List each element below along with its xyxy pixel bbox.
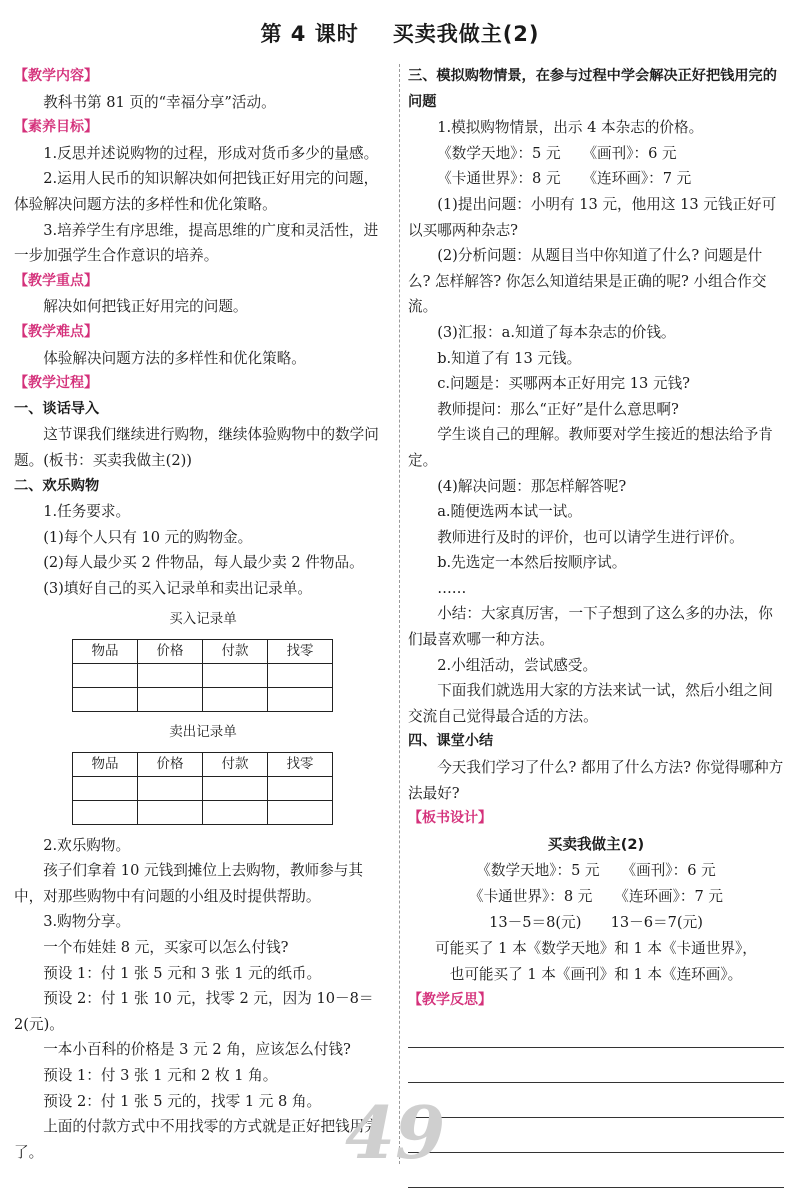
right-column: [408, 64, 784, 1188]
buy-record-table: [72, 639, 333, 712]
writing-line: [408, 1118, 784, 1153]
lesson-topic: 买卖我做主(2): [392, 22, 540, 46]
table-row: [73, 664, 333, 688]
table-header: 价格: [138, 752, 203, 776]
page-number: 49: [345, 1090, 446, 1175]
table-cell: [73, 664, 138, 688]
section-3-line: ……: [437, 579, 467, 597]
body-line: 预设 2：付 1 张 5 元的，找零 1 元 8 角。: [43, 1092, 322, 1110]
table-header: 物品: [73, 640, 138, 664]
board-line: 也可能买了 1 本《画刊》和 1 本《连环画》。: [449, 965, 743, 983]
board-line: 可能买了 1 本《数学天地》和 1 本《卡通世界》，: [435, 939, 757, 957]
table-header: 物品: [73, 752, 138, 776]
section-3-line: 2.小组活动，尝试感受。: [437, 656, 598, 674]
table-cell: [268, 664, 333, 688]
body-line: 一个布娃娃 8 元，买家可以怎么付钱?: [43, 939, 289, 957]
section-3-line: c.问题是：买哪两本正好用完 13 元钱?: [437, 375, 690, 393]
body-line: 上面的付款方式中不用找零的方式就是正好把钱用完了。: [14, 1118, 379, 1161]
body-line: 孩子们拿着 10 元钱到摊位上去购物，教师参与其中，对那些购物中有问题的小组及时提供帮助。: [14, 862, 363, 905]
body-line: 3.购物分享。: [43, 913, 131, 931]
section-2-title: 二、欢乐购物: [14, 477, 100, 494]
section-3-line: 学生谈自己的理解。教师要对学生接近的想法给予肯定。: [408, 426, 773, 469]
table-header-row: [73, 640, 333, 664]
table-header: 价格: [138, 640, 203, 664]
table-header: 找零: [268, 752, 333, 776]
body-line: 预设 2：付 1 张 10 元，找零 2 元，因为 10－8＝2(元)。: [14, 990, 374, 1033]
section-3-line: (3)汇报：a.知道了每本杂志的价钱。: [437, 323, 676, 341]
goal-item: 1.反思并述说购物的过程，形成对货币多少的量感。: [43, 144, 379, 162]
section-3-line: (1)提出问题：小明有 13 元，他用这 13 元钱正好可以买哪两种杂志?: [408, 195, 777, 239]
section-3-line: b.先选定一本然后按顺序试。: [437, 554, 627, 572]
table-row: [73, 800, 333, 824]
body-line: 一本小百科的价格是 3 元 2 角，应该怎么付钱?: [43, 1041, 351, 1059]
board-design: [408, 832, 784, 988]
goal-item: 3.培养学生有序思维，提高思维的广度和灵活性，进一步加强学生合作意识的培养。: [14, 221, 379, 265]
table-cell: [138, 688, 203, 712]
table-row: [73, 688, 333, 712]
table-header: 找零: [268, 640, 333, 664]
page-title: [0, 18, 800, 48]
table-cell: [203, 776, 268, 800]
section-4-text: 今天我们学习了什么? 都用了什么方法? 你觉得哪种方法最好?: [408, 759, 784, 802]
section-4-title: 四、课堂小结: [408, 733, 494, 750]
section-3-line: 《卡通世界》：8 元 《连环画》：7 元: [437, 170, 692, 188]
board-line: 《数学天地》：5 元 《画刊》：6 元: [476, 861, 716, 879]
section-3-line: (2)分析问题：从题目当中你知道了什么? 问题是什么? 怎样解答? 你怎么知道结果是正确的呢? 小组合作交流。: [408, 247, 767, 316]
section-1-text: 这节课我们继续进行购物，继续体验购物中的数学问题。(板书：买卖我做主(2)): [14, 426, 379, 469]
goals-tag: 【素养目标】: [14, 119, 98, 136]
table-header: 付款: [203, 640, 268, 664]
section-1-title: 一、谈话导入: [14, 400, 100, 417]
writing-line: [408, 1013, 784, 1048]
column-divider: [399, 64, 400, 1164]
section-3-line: 《数学天地》：5 元 《画刊》：6 元: [437, 144, 677, 162]
content-text: 教科书第 81 页的“幸福分享”活动。: [43, 93, 276, 111]
difficulty-text: 体验解决问题方法的多样性和优化策略。: [43, 349, 306, 367]
writing-line: [408, 1048, 784, 1083]
board-title: 买卖我做主(2): [547, 835, 645, 853]
section-3-line: a.随便选两本试一试。: [437, 503, 582, 521]
board-line: 《卡通世界》：8 元 《连环画》：7 元: [468, 887, 724, 905]
section-3-line: 教师进行及时的评价，也可以请学生进行评价。: [437, 528, 744, 546]
reflection-lines: [408, 1013, 784, 1188]
table-cell: [203, 800, 268, 824]
section-3-line: (4)解决问题：那怎样解答呢?: [437, 477, 627, 495]
table-cell: [73, 776, 138, 800]
table-header: 付款: [203, 752, 268, 776]
table-cell: [268, 800, 333, 824]
section-2-item: (3)填好自己的买入记录单和卖出记录单。: [43, 579, 312, 597]
section-2-item: (2)每人最少买 2 件物品，每人最少卖 2 件物品。: [43, 554, 364, 572]
body-line: 2.欢乐购物。: [43, 836, 131, 854]
table-cell: [138, 776, 203, 800]
difficulty-tag: 【教学难点】: [14, 323, 98, 340]
section-3-line: 1.模拟购物情景，出示 4 本杂志的价格。: [437, 119, 704, 137]
table-cell: [138, 664, 203, 688]
writing-line: [408, 1083, 784, 1118]
table-cell: [203, 688, 268, 712]
section-3-line: 小结：大家真厉害，一下子想到了这么多的办法，你们最喜欢哪一种方法。: [408, 605, 773, 649]
table-row: [73, 776, 333, 800]
sell-record-caption: 卖出记录单: [169, 724, 237, 741]
section-2-item: 1.任务要求。: [43, 503, 131, 521]
table-cell: [268, 688, 333, 712]
body-line: 预设 1：付 3 张 1 元和 2 枚 1 角。: [43, 1067, 278, 1084]
key-tag: 【教学重点】: [14, 272, 98, 289]
key-text: 解决如何把钱正好用完的问题。: [43, 298, 248, 316]
process-tag: 【教学过程】: [14, 375, 98, 392]
board-design-tag: 【板书设计】: [408, 810, 492, 827]
writing-line: [408, 1153, 784, 1188]
body-line: 预设 1：付 1 张 5 元和 3 张 1 元的纸币。: [43, 964, 322, 982]
table-cell: [73, 800, 138, 824]
board-line: 13－5＝8(元) 13－6＝7(元): [489, 913, 703, 931]
section-3-line: 教师提问：那么“正好”是什么意思啊?: [437, 400, 679, 418]
table-cell: [268, 776, 333, 800]
reflection-tag: 【教学反思】: [408, 991, 492, 1008]
section-3-title: 三、模拟购物情景，在参与过程中学会解决正好把钱用完的问题: [408, 68, 777, 110]
buy-record-caption: 买入记录单: [169, 611, 237, 628]
lesson-number: 第 4 课时: [260, 22, 359, 46]
sell-record-table: [72, 752, 333, 825]
table-header-row: [73, 752, 333, 776]
table-cell: [138, 800, 203, 824]
table-cell: [73, 688, 138, 712]
content-tag: 【教学内容】: [14, 68, 98, 84]
section-2-item: (1)每个人只有 10 元的购物金。: [43, 528, 253, 546]
goal-item: 2.运用人民币的知识解决如何把钱正好用完的问题，体验解决问题方法的多样性和优化策略。: [14, 170, 379, 213]
section-3-line: b.知道了有 13 元钱。: [437, 349, 582, 367]
section-3-line: 下面我们就选用大家的方法来试一试，然后小组之间交流自己觉得最合适的方法。: [408, 682, 773, 725]
left-column: [14, 64, 392, 1165]
table-cell: [203, 664, 268, 688]
